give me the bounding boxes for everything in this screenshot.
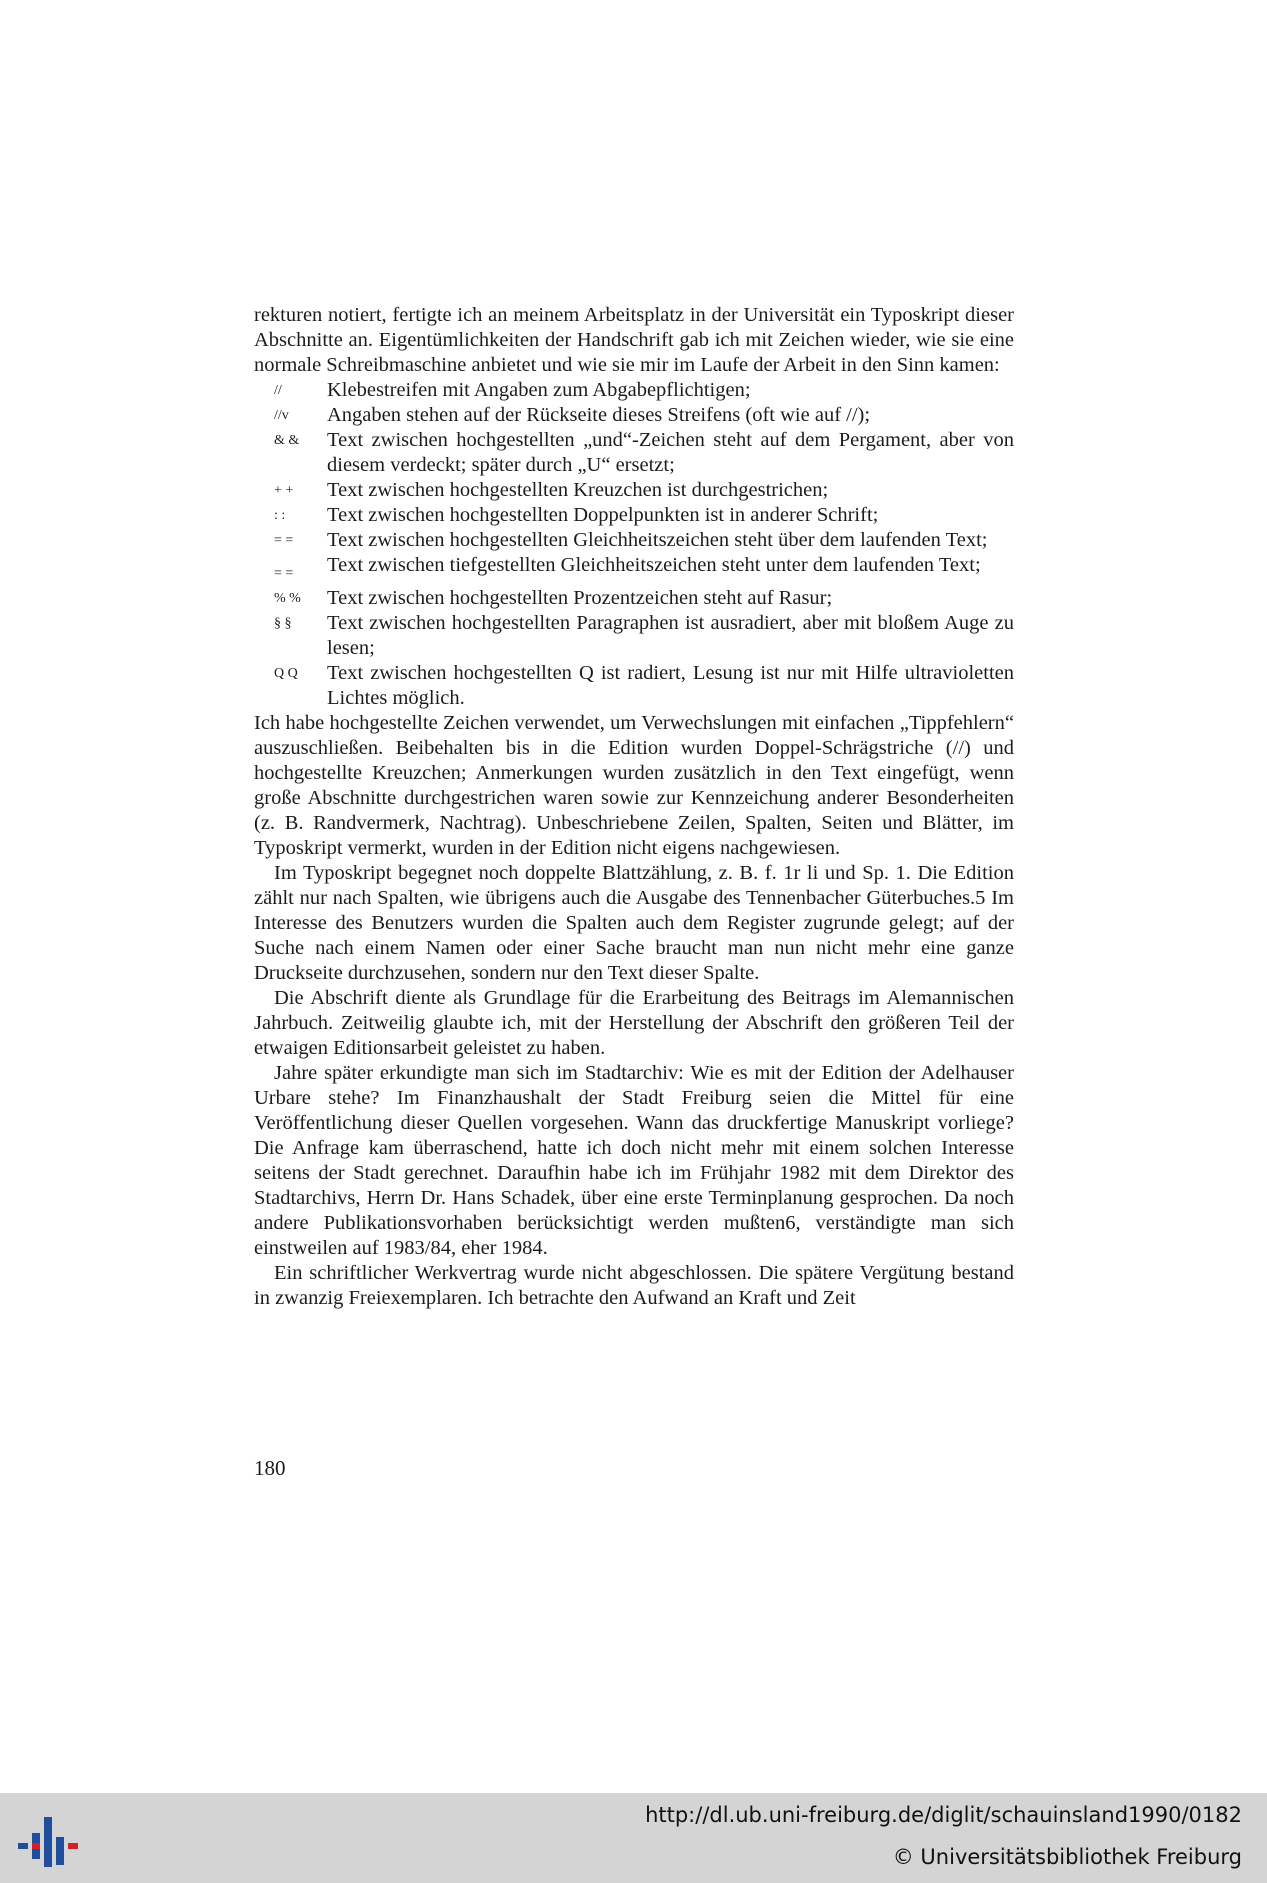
legend-description: Text zwischen tiefgestellten Gleichheitszeichen steht unter dem laufenden Text; <box>327 554 981 576</box>
legend-description: Text zwischen hochgestellten Q ist radiert, Lesung ist nur mit Hilfe ultravioletten Lichtes möglich. <box>327 662 1014 709</box>
page-text <box>254 303 1014 1311</box>
legend-description: Text zwischen hochgestellten „und“-Zeichen steht auf dem Pergament, aber von diesem verdeckt; später durch „U“ ersetzt; <box>327 429 1014 476</box>
legend-symbol: = = <box>274 533 294 548</box>
paragraph: Die Abschrift diente als Grundlage für die Erarbeitung des Beitrags im Alemannischen Jahrbuch. Zeitweilig glaubte ich, mit der Herstellung der Abschrift den größeren Teil der etwaigen Editionsarbeit geleistet zu haben. <box>254 987 1014 1059</box>
paragraph: Ein schriftlicher Werkvertrag wurde nicht abgeschlossen. Die spätere Vergütung bestand in zwanzig Freiexemplaren. Ich betrachte den Aufwand an Kraft und Zeit <box>254 1262 1014 1309</box>
legend-row <box>254 503 1014 528</box>
legend-description: Text zwischen hochgestellten Kreuzchen ist durchgestrichen; <box>327 479 829 501</box>
legend-symbol: : : <box>274 508 286 523</box>
legend-row <box>254 586 1014 611</box>
paragraph-intro: rekturen notiert, fertigte ich an meinem Arbeitsplatz in der Universität ein Typoskript dieser Abschnitte an. Eigentümlichkeiten der Handschrift gab ich mit Zeichen wieder, wie sie eine normale Schreibmaschine anbietet und wie sie mir im Laufe der Arbeit in den Sinn kamen: <box>254 304 1014 376</box>
legend-row <box>254 428 1014 478</box>
footer-band <box>0 1793 1267 1883</box>
legend-description: Text zwischen hochgestellten Gleichheitszeichen steht über dem laufenden Text; <box>327 529 988 551</box>
legend-symbol: % % <box>274 591 301 606</box>
legend-row <box>254 478 1014 503</box>
legend-symbol: Q Q <box>274 666 298 681</box>
ub-freiburg-logo-icon <box>18 1807 78 1871</box>
legend-row <box>254 528 1014 553</box>
legend-symbol: //v <box>274 408 289 423</box>
legend-row <box>254 661 1014 711</box>
legend-symbol: // <box>274 383 282 398</box>
legend-row <box>254 403 1014 428</box>
legend-symbol: = = <box>274 566 294 581</box>
paragraph: Jahre später erkundigte man sich im Stadtarchiv: Wie es mit der Edition der Adelhauser Urbare stehe? Im Finanzhaushalt der Stadt Freiburg seien die Mittel für eine Veröffentlichung dieser Quellen vorgesehen. Wann das druckfertige Manuskript vorliege? Die Anfrage kam überraschend, hatte ich doch nicht mehr mit einem solchen Interesse seitens der Stadt gerechnet. Daraufhin habe ich im Frühjahr 1982 mit dem Direktor des Stadtarchivs, Herrn Dr. Hans Schadek, über eine erste Terminplanung gesprochen. Da noch andere Publikationsvorhaben berücksichtigt werden mußten6, verständigte man sich einstweilen auf 1983/84, eher 1984. <box>254 1062 1014 1259</box>
legend-row <box>254 553 1014 586</box>
paragraph: Ich habe hochgestellte Zeichen verwendet, um Verwechslungen mit einfachen „Tippfehlern“ auszuschließen. Beibehalten bis in die Edition wurden Doppel-Schrägstriche (//) und hochgestellte Kreuzchen; Anmerkungen wurden zusätzlich in den Text eingefügt, wenn große Abschnitte durchgestrichen waren sowie zur Kennzeichung anderer Besonderheiten (z. B. Randvermerk, Nachtrag). Unbeschriebene Zeilen, Spalten, Seiten und Blätter, im Typoskript vermerkt, wurden in der Edition nicht eigens nachgewiesen. <box>254 712 1014 859</box>
legend-row <box>254 611 1014 661</box>
paragraph: Im Typoskript begegnet noch doppelte Blattzählung, z. B. f. 1r li und Sp. 1. Die Edition zählt nur nach Spalten, wie übrigens auch die Ausgabe des Tennenbacher Güterbuches.5 Im Interesse des Benutzers wurden die Spalten auch dem Register zugrunde gelegt; auf der Suche nach einem Namen oder einer Sache braucht man nun nicht mehr eine ganze Druckseite durchzusehen, sondern nur den Text dieser Spalte. <box>254 862 1014 984</box>
legend-description: Text zwischen hochgestellten Paragraphen ist ausradiert, aber mit bloßem Auge zu lesen; <box>327 612 1014 659</box>
legend-description: Klebestreifen mit Angaben zum Abgabepflichtigen; <box>327 379 751 401</box>
legend-description: Text zwischen hochgestellten Prozentzeichen steht auf Rasur; <box>327 587 833 609</box>
symbol-legend <box>254 378 1014 711</box>
legend-description: Text zwischen hochgestellten Doppelpunkten ist in anderer Schrift; <box>327 504 879 526</box>
page-number: 180 <box>254 1456 286 1480</box>
legend-symbol: § § <box>274 616 292 631</box>
footer-copyright: © Universitätsbibliothek Freiburg <box>892 1845 1242 1869</box>
legend-symbol: & & <box>274 433 300 448</box>
legend-symbol: + + <box>274 483 294 498</box>
legend-description: Angaben stehen auf der Rückseite dieses Streifens (oft wie auf //); <box>327 404 871 426</box>
legend-row <box>254 378 1014 403</box>
footer-url-link[interactable]: http://dl.ub.uni-freiburg.de/diglit/schauinsland1990/0182 <box>645 1803 1242 1827</box>
